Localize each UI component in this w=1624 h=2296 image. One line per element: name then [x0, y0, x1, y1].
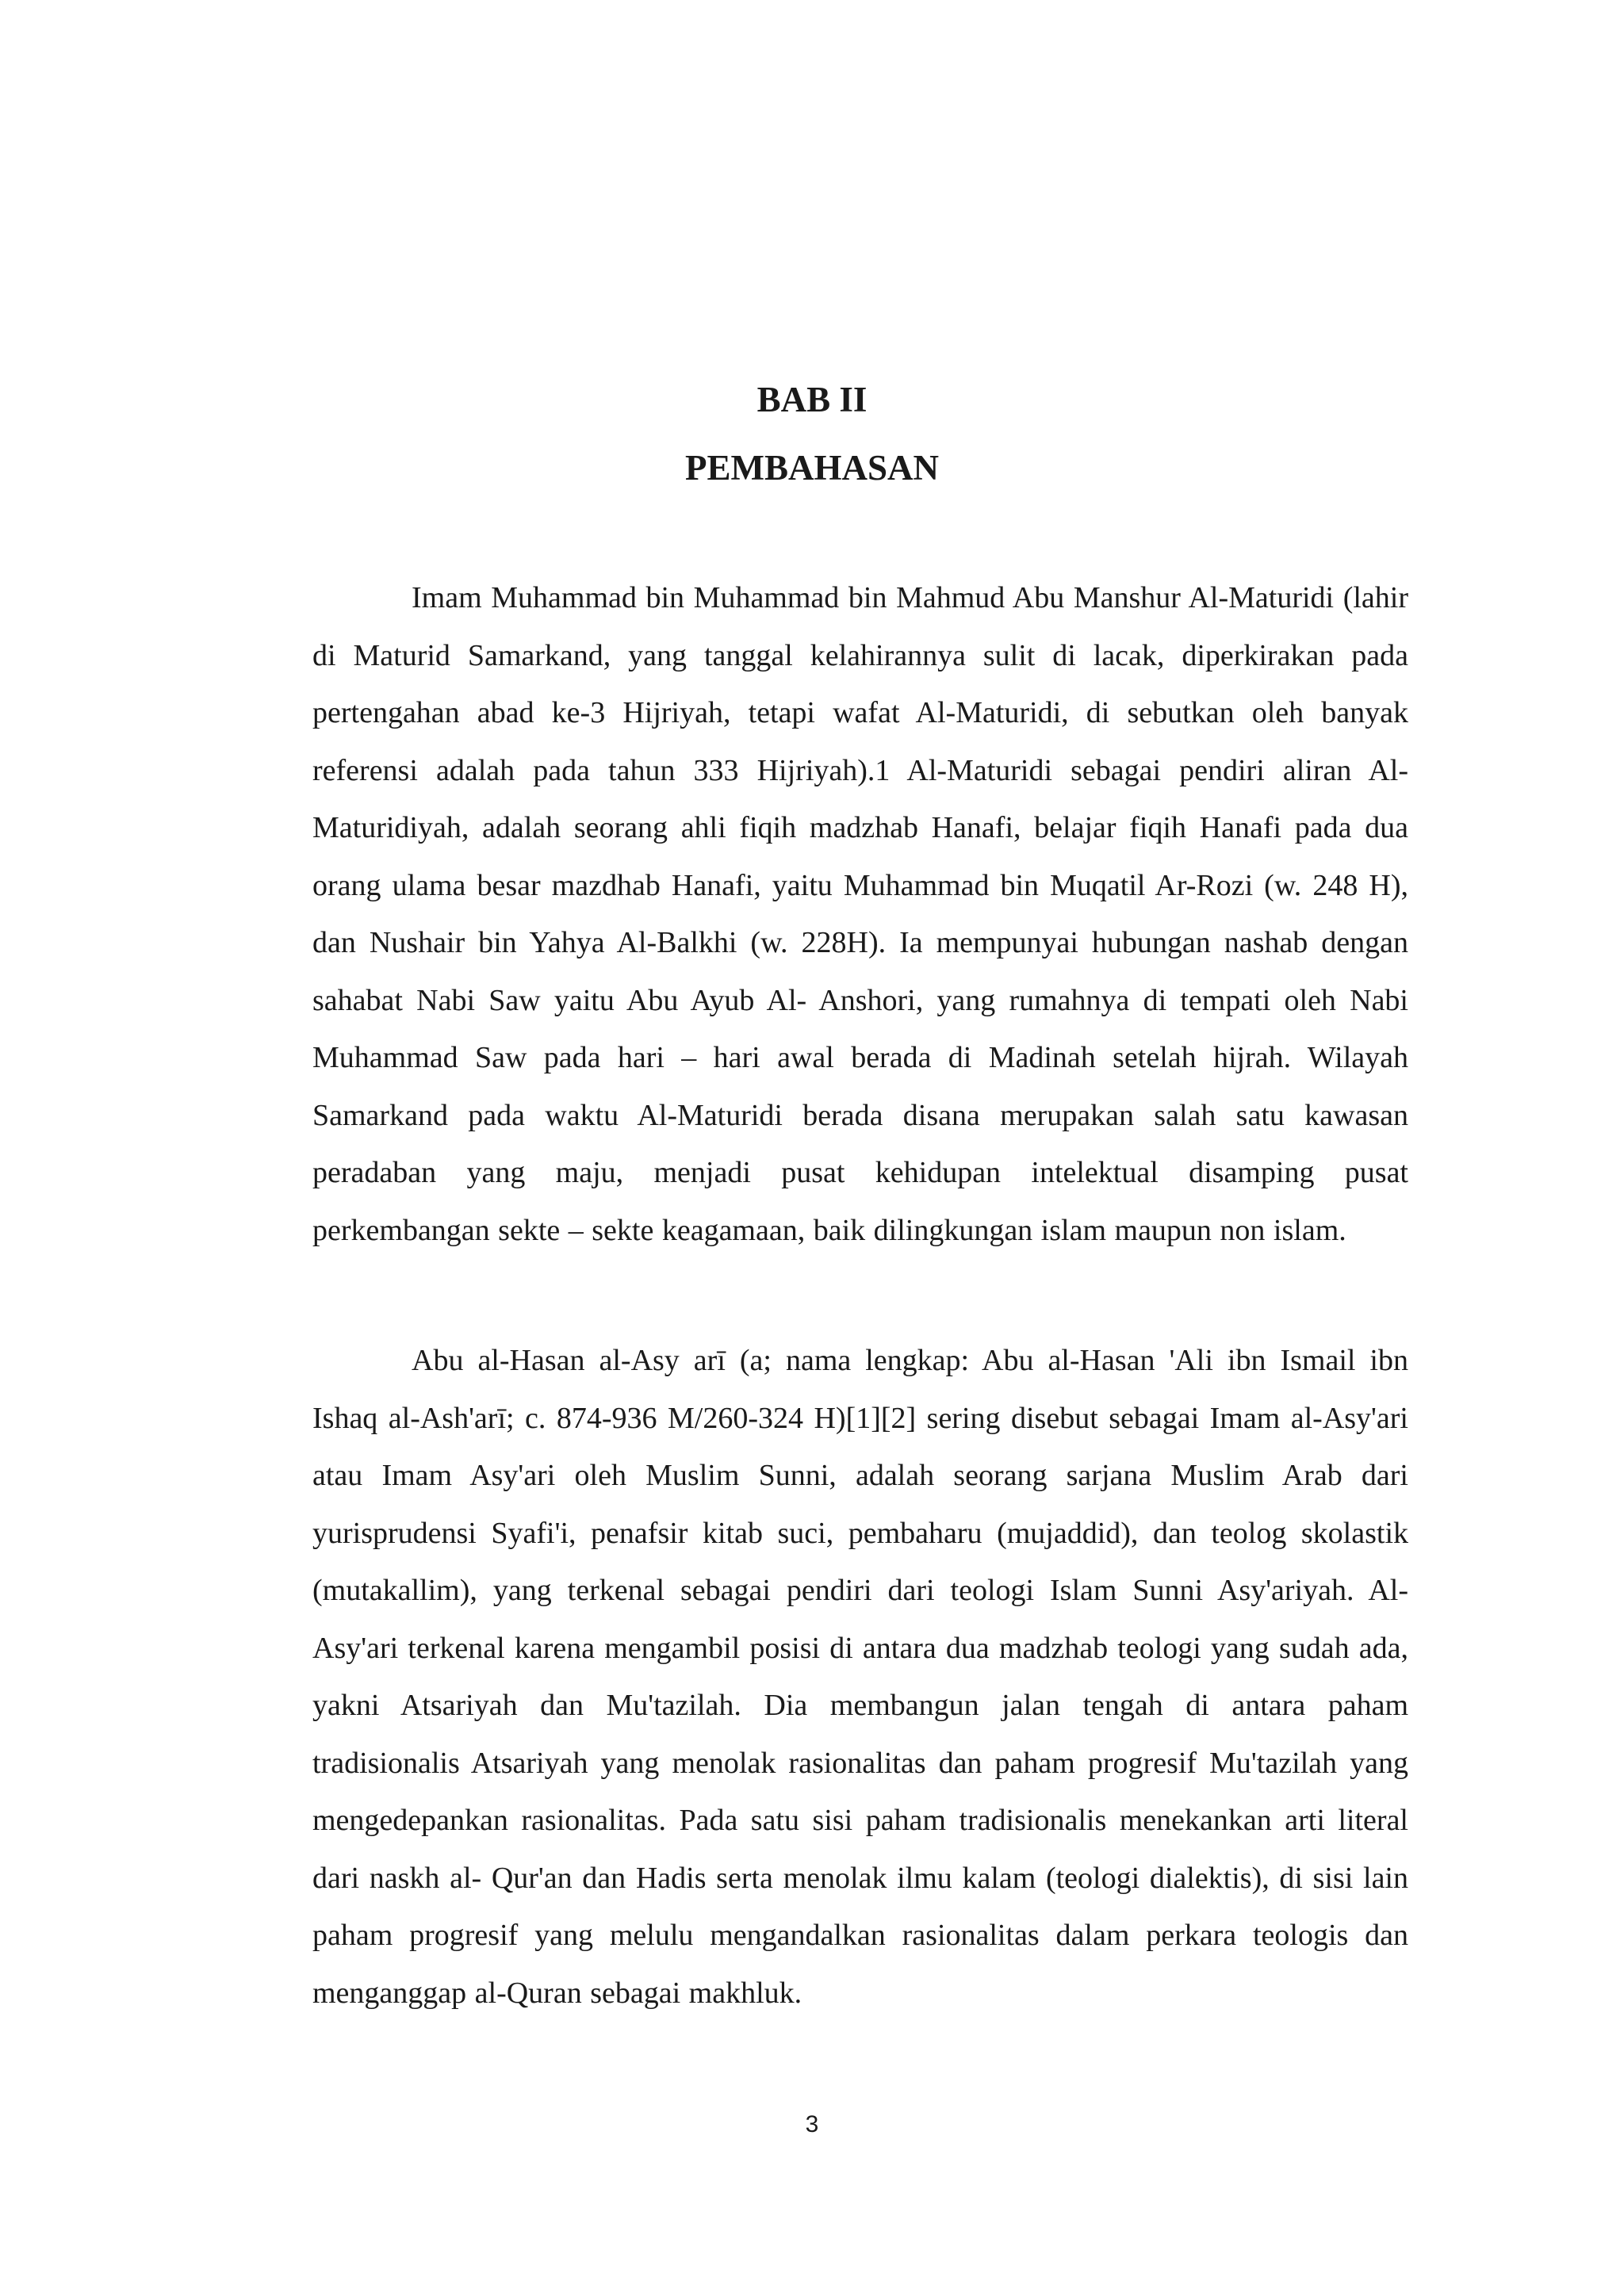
paragraph-maturidi: Imam Muhammad bin Muhammad bin Mahmud Abu Manshur Al-Maturidi (lahir di Maturid Samarkand, yang tanggal kelahirannya sulit di lacak, diperkirakan pada pertengahan abad ke-3 Hijriyah, tetapi wafat Al-Maturidi, di sebutkan oleh banyak referensi adalah pada tahun 333 Hijriyah).1 Al-Maturidi sebagai pendiri aliran Al-Maturidiyah, adalah seorang ahli fiqih madzhab Hanafi, belajar fiqih Hanafi pada dua orang ulama besar mazdhab Hanafi, yaitu Muhammad bin Muqatil Ar-Rozi (w. 248 H), dan Nushair bin Yahya Al-Balkhi (w. 228H). Ia mempunyai hubungan nashab dengan sahabat Nabi Saw yaitu Abu Ayub Al- Anshori, yang rumahnya di tempati oleh Nabi Muhammad Saw pada hari – hari awal berada di Madinah setelah hijrah. Wilayah Samarkand pada waktu Al-Maturidi berada disana merupakan salah satu kawasan peradaban yang maju, menjadi pusat kehidupan intelektual disamping pusat perkembangan sekte – sekte keagamaan, baik dilingkungan islam maupun non islam. [312, 581, 1408, 1247]
section-title: PEMBAHASAN [684, 448, 939, 488]
paragraph-asyari: Abu al-Hasan al-Asy arī (a; nama lengkap: Abu al-Hasan 'Ali ibn Ismail ibn Ishaq al-Ash'arī; c. 874-936 M/260-324 H)[1][2] sering disebut sebagai Imam al-Asy'ari atau Imam Asy'ari oleh Muslim Sunni, adalah seorang sarjana Muslim Arab dari yurisprudensi Syafi'i, penafsir kitab suci, pembaharu (mujaddid), dan teolog skolastik (mutakallim), yang terkenal sebagai pendiri dari teologi Islam Sunni Asy'ariyah. Al-Asy'ari terkenal karena mengambil posisi di antara dua madzhab teologi yang sudah ada, yakni Atsariyah dan Mu'tazilah. Dia membangun jalan tengah di antara paham tradisionalis Atsariyah yang menolak rasionalitas dan paham progresif Mu'tazilah yang mengedepankan rasionalitas. Pada satu sisi paham tradisionalis menekankan arti literal dari naskh al- Qur'an dan Hadis serta menolak ilmu kalam (teologi dialektis), di sisi lain paham progresif yang melulu mengandalkan rasionalitas dalam perkara teologis dan menganggap al-Quran sebagai makhluk. [312, 1344, 1408, 2010]
page-number: 3 [805, 2111, 819, 2137]
chapter-heading: BAB II [756, 380, 868, 419]
